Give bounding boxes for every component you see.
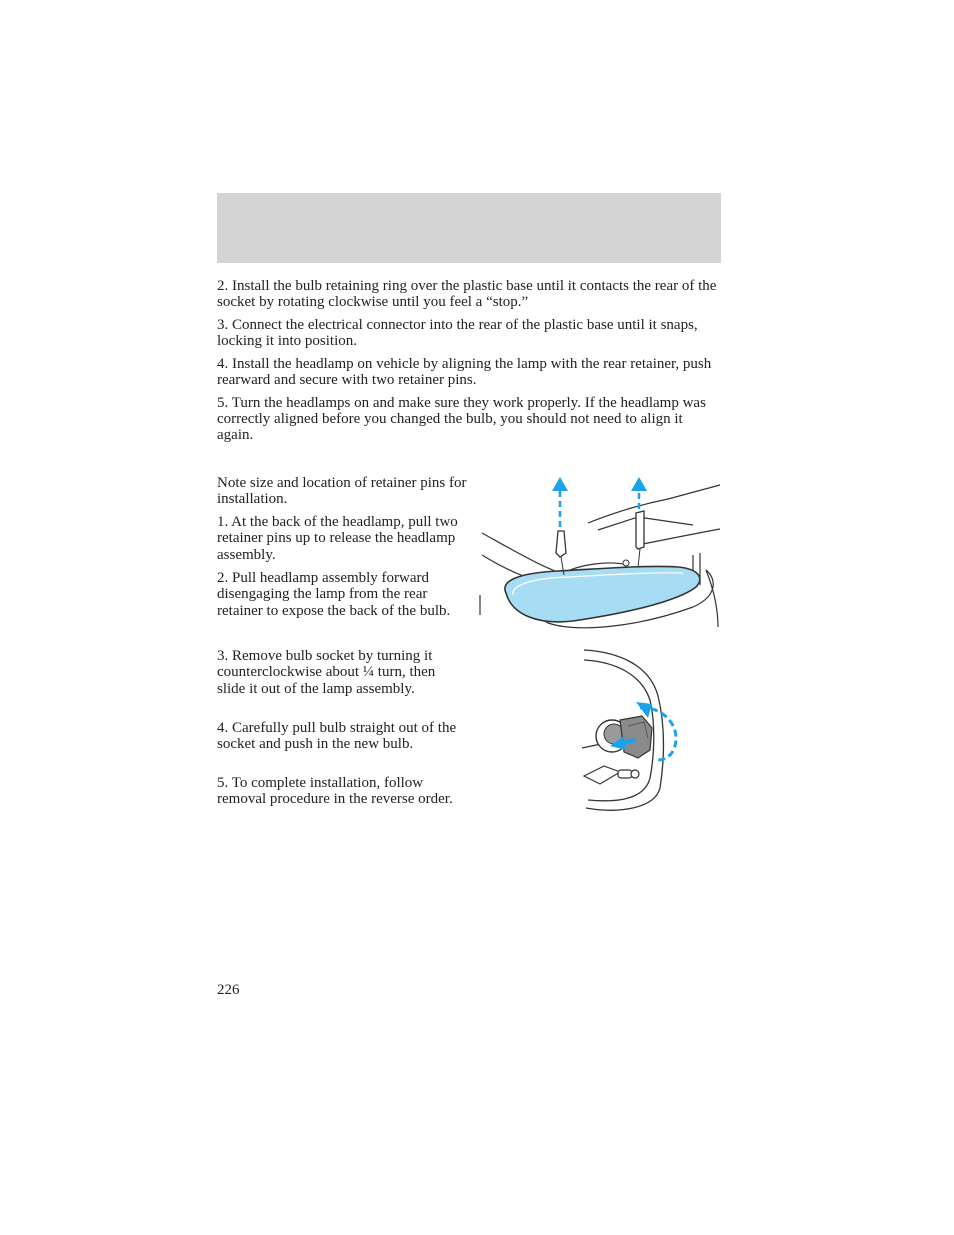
install-step-2: 2. Install the bulb retaining ring over the plastic base until it contacts the rear of the socket by rotating clockwise until you feel a “stop.” <box>217 278 717 310</box>
section-header-band <box>217 193 721 263</box>
bulb-step-4: 4. Carefully pull bulb straight out of the socket and push in the new bulb. <box>217 720 457 753</box>
headlamp-retainer-pins-illustration <box>478 475 722 635</box>
arrow-up-icon <box>631 477 647 491</box>
install-step-3: 3. Connect the electrical connector into the rear of the plastic base until it snaps, locking it into position. <box>217 317 698 349</box>
removal-step-1: 1. At the back of the headlamp, pull two retainer pins up to release the headlamp assembly. <box>217 514 458 563</box>
bulb-step-5: 5. To complete installation, follow removal procedure in the reverse order. <box>217 775 453 808</box>
install-step-5: 5. Turn the headlamps on and make sure they work properly. If the headlamp was correctly aligned before you changed the bulb, you should not need to align it again. <box>217 395 706 443</box>
page-number: 226 <box>217 982 240 998</box>
arrow-up-icon <box>552 477 568 491</box>
removal-step-2: 2. Pull headlamp assembly forward disengaging the lamp from the rear retainer to expose the back of the bulb. <box>217 570 451 619</box>
bulb-step-3: 3. Remove bulb socket by turning it counterclockwise about ¼ turn, then slide it out of the lamp assembly. <box>217 648 436 697</box>
rotate-arrow-icon <box>636 702 652 718</box>
install-step-4: 4. Install the headlamp on vehicle by aligning the lamp with the rear retainer, push rearward and secure with two retainer pins. <box>217 356 712 388</box>
removal-note: Note size and location of retainer pins for installation. <box>217 475 467 508</box>
bulb-socket-rotation-illustration <box>580 648 680 813</box>
